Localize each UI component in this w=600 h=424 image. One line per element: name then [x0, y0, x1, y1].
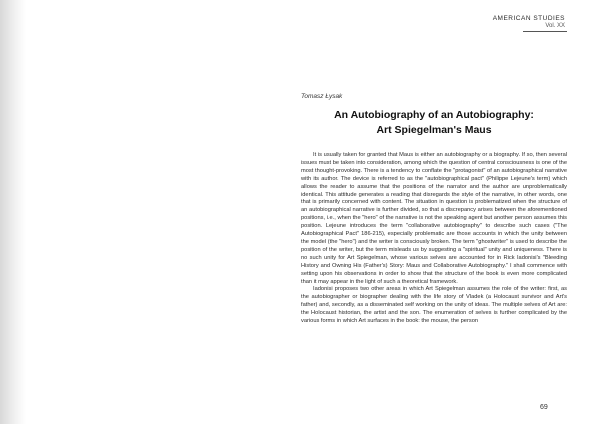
article-title-line-1: An Autobiography of an Autobiography: [334, 109, 534, 121]
article-title-line-2: Art Spiegelman's Maus [376, 124, 492, 136]
page-gutter-shadow [0, 0, 26, 424]
page-number: 69 [540, 404, 548, 411]
body-paragraph-1: It is usually taken for granted that Maus is either an autobiography or a biography. If so, then several issues must be taken into consideration, among which the question of central consciousness is one of the most thought-provoking. There is a tendency to conflate the "protagonist" of an autobiographical narrative with its author. The device is referred to as the "autobiographical pact" (Philippe Lejeune's term) which allows the reader to assume that the positions of the narrator and the author are unproblematically identical. This attitude generates a reading that disregards the style of the narrative, in other words, one that is primarily concerned with content. The situation in question is problematized when the structure of an autobiographical narrative is further divided, so that a discrepancy arises between the aforementioned positions, i.e., when the "hero" of the narrative is not the speaking agent but another person assumes this position. Lejeune introduces the term "collaborative autobiography" to describe such cases ("The Autobiographical Pact" 186-215), especially problematic are those accounts in which the unity between the model (the "hero") and the writer is consciously broken. The term "ghostwriter" is used to describe the position of the writer, but the term misleads us by suggesting a "spiritual" unity and uniqueness. There is no such unity for Art Spiegelman, whose various selves are accounted for in Rick Iadonisi's "Bleeding History and Owning His (Father's) Story: Maus and Collaborative Autobiography." I shall commence with setting upon his observations in order to show that the structure of the book is even more complicated than it may appear in the light of such a theoretical framework. [301, 152, 567, 285]
running-head-rule [523, 31, 567, 32]
article-author: Tomasz Łysak [301, 93, 343, 100]
article-body [301, 152, 567, 326]
running-head-title: AMERICAN STUDIES [492, 15, 565, 22]
running-head-volume: Vol. XX [545, 23, 565, 29]
body-paragraph-2: Iadonisi proposes two other areas in which Art Spiegelman assumes the role of the writer: first, as the autobiographer or biographer dealing with the life story of Vladek (a Holocaust survivor and Art's father) and, secondly, as a disseminated self working on the unity of ideas. The multiple selves of Art are: the Holocaust historian, the artist and the son. The enumeration of selves is further complicated by the various forms in which Art surfaces in the book: the mouse, the person [301, 286, 567, 325]
